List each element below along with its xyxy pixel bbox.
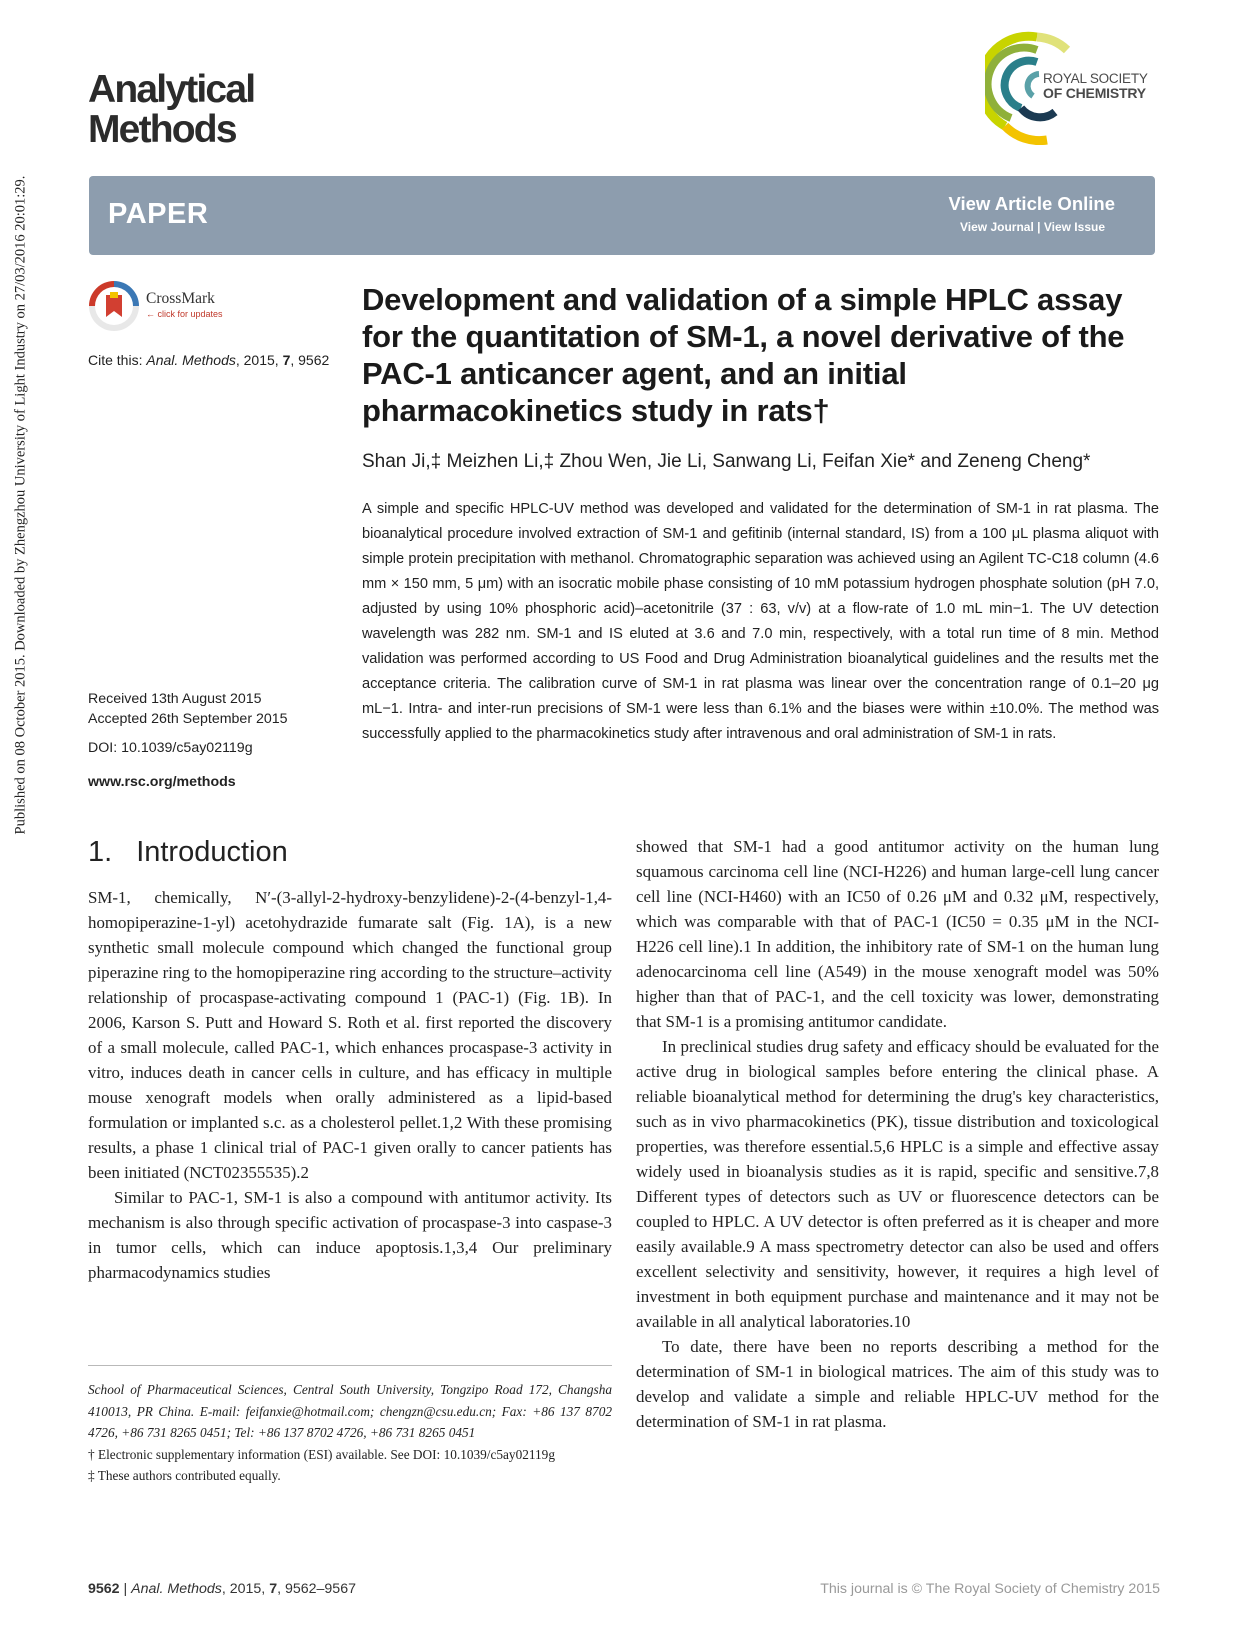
section-number: 1. [88,836,113,868]
download-note-sidebar [4,0,38,1010]
crossmark-badge[interactable] [88,278,248,334]
copyright-notice: This journal is © The Royal Society of Chemistry 2015 [820,1581,1160,1597]
body-column-right [636,834,1159,1434]
paragraph: showed that SM-1 had a good antitumor activity on the human lung squamous carcinoma cell line (NCI-H226) and human large-cell lung cancer cell line (NCI-H460) with an IC50 of 0.26 μM and 0.32 μM, respectively, which was comparable with that of PAC-1 (IC50 = 0.35 μM in the NCI-H226 cell line).1 In addition, the inhibitory rate of SM-1 on the human lung adenocarcinoma cell line (A549) in the mouse xenograft model was 50% higher than that of PAC-1, and the cell toxicity was lower, demonstrating that SM-1 is a promising antitumor candidate. [636,837,1159,1031]
footer-pages: , 9562–9567 [277,1581,356,1597]
body-column-left [88,885,612,1285]
citation [88,352,329,368]
citation-year: , 2015, [235,352,283,368]
rsc-wordmark [1043,72,1148,100]
footnote-divider [88,1365,612,1366]
paragraph: SM-1, chemically, N′-(3-allyl-2-hydroxy-benzylidene)-2-(4-benzyl-1,4-homopiperazine-1-yl) acetohydrazide fumarate salt (Fig. 1A), is a new synthetic small molecule compound which changed the functional group piperazine ring to the homopiperazine ring according to the structure–activity relationship of procaspase-activating compound 1 (PAC-1) (Fig. 1B). In 2006, Karson S. Putt and Howard S. Roth et al. first reported the discovery of a small molecule, called PAC-1, which enhances procaspase-3 activity in vitro, induces death in cancer cells in culture, and has efficacy in multiple mouse xenograft models when orally administered as a lipid-based formulation or implanted s.c. as a cholesterol pellet.1,2 With these promising results, a phase 1 clinical trial of PAC-1 given orally to cancer patients has been initiated (NCT02355535).2 [88,888,612,1182]
journal-website-link[interactable]: www.rsc.org/methods [88,774,236,790]
view-journal-link[interactable]: View Journal [959,220,1034,234]
abstract-text: A simple and specific HPLC-UV method was developed and validated for the determination of SM-1 in rat plasma. The bioanalytical procedure involved extraction of SM-1 and gefitinib (internal standard, IS) from a 100 μL plasma aliquot with simple protein precipitation with methanol. Chromatographic separation was achieved using an Agilent TC-C18 column (4.6 mm × 150 mm, 5 μm) with an isocratic mobile phase consisting of 10 mM potassium hydrogen phosphate solution (pH 7.0, adjusted by using 10% phosphoric acid)–acetonitrile (37 : 63, v/v) at a flow-rate of 1.0 mL min−1. The UV detection wavelength was 282 nm. SM-1 and IS eluted at 3.6 and 7.0 min, respectively, with a total run time of 8 min. Method validation was performed according to US Food and Drug Administration bioanalytical guidelines and the results met the acceptance criteria. The calibration curve of SM-1 in rat plasma was linear over the concentration range of 0.1–20 μg mL−1. Intra- and inter-run precisions of SM-1 were less than 6.1% and the biases were within ±10.0%. The method was successfully applied to the pharmacokinetics study after intravenous and oral administration of SM-1 in rats. [362,501,1159,742]
paragraph: Similar to PAC-1, SM-1 is also a compound with antitumor activity. Its mechanism is also through specific activation of procaspase-3 into caspase-3 in tumor cells, which can induce apoptosis.1,3,4 Our preliminary pharmacodynamics studies [88,1188,612,1282]
view-issue-link[interactable]: View Issue [1043,220,1105,234]
link-separator: | [1037,220,1041,234]
footer-volume: 7 [269,1581,278,1597]
accepted-date: Accepted 26th September 2015 [88,711,288,727]
article-type-label: PAPER [108,198,209,230]
page-number: 9562 [88,1581,120,1597]
affiliation-footnote: School of Pharmaceutical Sciences, Central South University, Tongzipo Road 172, Changsha 410013, PR China. E-mail: feifanxie@hotmail.com; chengzn@csu.edu.cn; Fax: +86 137 8702 4726, +86 731 8265 0451; Tel: +86 137 8702 4726, +86 731 8265 0451 [88,1382,612,1440]
rsc-line1: ROYAL SOCIETY [1043,71,1148,86]
view-article-online-link[interactable]: View Article Online [948,193,1115,214]
crossmark-label: CrossMark [146,290,215,307]
section-title: Introduction [136,836,288,868]
footer-journal: Anal. Methods [131,1581,222,1597]
footer-year: , 2015, [221,1581,270,1597]
article-history [88,689,288,729]
crossmark-sub-text: click for updates [157,309,223,319]
citation-page: , 9562 [290,352,330,368]
article-doi[interactable]: DOI: 10.1039/c5ay02119g [88,740,253,756]
rsc-line2: OF CHEMISTRY [1043,85,1146,101]
citation-prefix: Cite this: [88,352,147,368]
journal-title-line1: Analytical [88,68,255,111]
abstract [362,497,1159,747]
author-list: Shan Ji,‡ Meizhen Li,‡ Zhou Wen, Jie Li, Sanwang Li, Feifan Xie* and Zeneng Cheng* [362,451,1091,472]
publisher-logo[interactable] [985,30,1155,145]
article-type-banner [89,176,1155,255]
download-note-text: Published on 08 October 2015. Downloaded by Zhengzhou University of Light Industry on 27/03/2016 20:01:29. [12,175,29,835]
citation-volume: 7 [282,352,291,368]
section-heading [88,836,288,869]
equal-contribution-footnote: ‡ These authors contributed equally. [88,1468,281,1483]
journal-issue-links [960,220,1105,234]
journal-title-line2: Methods [88,108,236,151]
crossmark-sub: ← click for updates [146,309,223,319]
article-title: Development and validation of a simple HPLC assay for the quantitation of SM-1, a novel derivative of the PAC-1 anticancer agent, and an initial pharmacokinetics study in rats† [362,282,1125,428]
footnotes [88,1379,612,1487]
paragraph: In preclinical studies drug safety and efficacy should be evaluated for the active drug in biological samples before entering the clinical phase. A reliable bioanalytical method for determining the drug's key characteristics, such as in vivo pharmacokinetics (PK), tissue distribution and toxicological properties, was therefore essential.5,6 HPLC is a simple and effective assay widely used in bioanalysis studies as it is rapid, specific and sensitive.7,8 Different types of detectors such as UV or fluorescence detectors can be coupled to HPLC. A UV detector is often preferred as it is cheaper and more easily available.9 A mass spectrometry detector can also be used and offers excellent selectivity and sensitivity, however, it requires a high level of investment in both equipment purchase and maintenance and it may not be available in all analytical laboratories.10 [636,1037,1159,1331]
journal-title [88,70,254,150]
footer-bar: | [119,1581,132,1597]
paragraph: To date, there have been no reports describing a method for the determination of SM-1 in biological matrices. The aim of this study was to develop and validate a simple and reliable HPLC-UV method for the determination of SM-1 in rat plasma. [636,1337,1159,1431]
crossmark-icon [88,280,140,332]
citation-journal: Anal. Methods [146,352,236,368]
esi-footnote: † Electronic supplementary information (ESI) available. See DOI: 10.1039/c5ay02119g [88,1446,555,1462]
received-date: Received 13th August 2015 [88,691,262,707]
page-footer-left [88,1581,356,1597]
